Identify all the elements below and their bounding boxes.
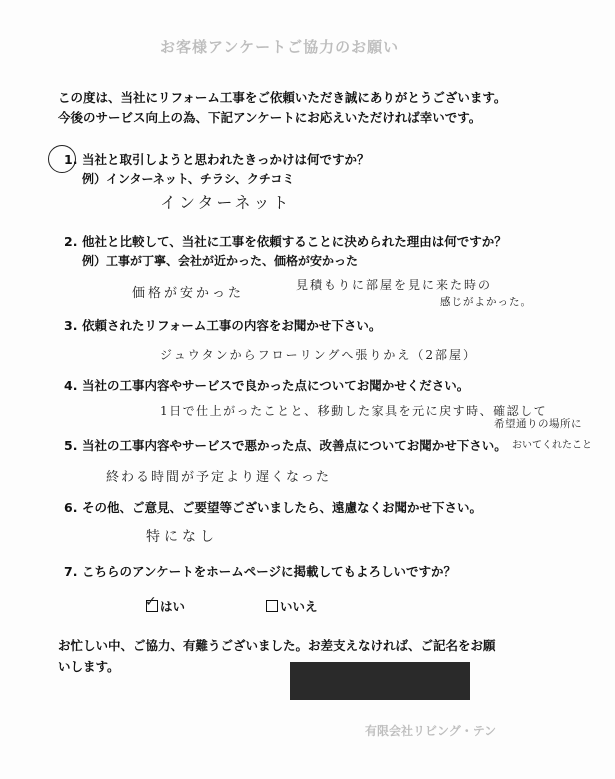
form-title: お客様アンケートご協力のお願い [160,38,400,56]
question-number: 2. [64,234,78,249]
answer-2-part-1: 価格が安かった [132,286,245,301]
check-mark-icon: ✓ [145,594,157,610]
intro-line-2: 今後のサービス向上の為、下記アンケートにお応えいただければ幸いです。 [58,110,482,125]
closing-line-2: いします。 [58,659,120,674]
publish-no-label: いいえ [280,599,318,614]
question-4 [64,376,469,394]
question-number: 7. [64,564,78,579]
answer-2-part-2: 見積もりに部屋を見に来た時の [296,278,493,292]
question-number: 1. [64,152,78,167]
publish-yes-label: はい [160,599,186,614]
publish-no-option[interactable] [266,597,318,615]
question-number: 6. [64,500,78,515]
checkbox-no[interactable] [266,600,278,612]
question-text: その他、ご意見、ご要望等ございましたら、遠慮なくお聞かせ下さい。 [82,500,483,515]
answer-5: 終わる時間が予定より遅くなった [106,470,332,485]
question-7 [64,562,456,580]
publish-yes-option[interactable] [145,594,186,615]
question-6 [64,498,482,516]
checkbox-yes[interactable] [145,594,158,612]
question-number: 4. [64,378,78,393]
question-text: 依頼されたリフォーム工事の内容をお聞かせ下さい。 [82,318,382,333]
answer-3: ジュウタンからフローリングへ張りかえ（2部屋） [160,348,478,362]
question-text: 他社と比較して、当社に工事を依頼することに決められた理由は何ですか？ [82,234,507,249]
answer-4-part-2: 希望通りの場所に [494,418,582,430]
question-1 [64,150,370,168]
company-name: 有限会社リビング・テン [365,724,497,738]
answer-4-part-3: おいてくれたこと [512,440,592,451]
answer-1: インターネット [160,193,292,212]
question-text: 当社の工事内容やサービスで良かった点についてお聞かせください。 [82,378,470,393]
redacted-signature [290,662,470,700]
question-text: こちらのアンケートをホームページに掲載してもよろしいですか？ [82,564,457,579]
question-1-example: 例）インターネット、チラシ、クチコミ [82,172,295,186]
answer-2-part-3: 感じがよかった。 [440,296,532,308]
question-3 [64,316,381,334]
question-2 [64,232,507,250]
answer-6: 特になし [146,529,218,545]
question-5 [64,436,507,454]
intro-line-1: この度は、当社にリフォーム工事をご依頼いただき誠にありがとうございます。 [58,90,507,105]
question-text: 当社と取引しようと思われたきっかけは何ですか？ [82,152,370,167]
question-number: 5. [64,438,78,453]
question-2-example: 例）工事が丁寧、会社が近かった、価格が安かった [82,254,359,268]
answer-4-part-1: 1日で仕上がったことと、移動した家具を元に戻す時、確認して [160,404,548,418]
question-number: 3. [64,318,78,333]
question-text: 当社の工事内容やサービスで悪かった点、改善点についてお聞かせ下さい。 [82,438,507,453]
closing-line-1: お忙しい中、ご協力、有難うございました。お差支えなければ、ご記名をお願 [58,638,496,653]
